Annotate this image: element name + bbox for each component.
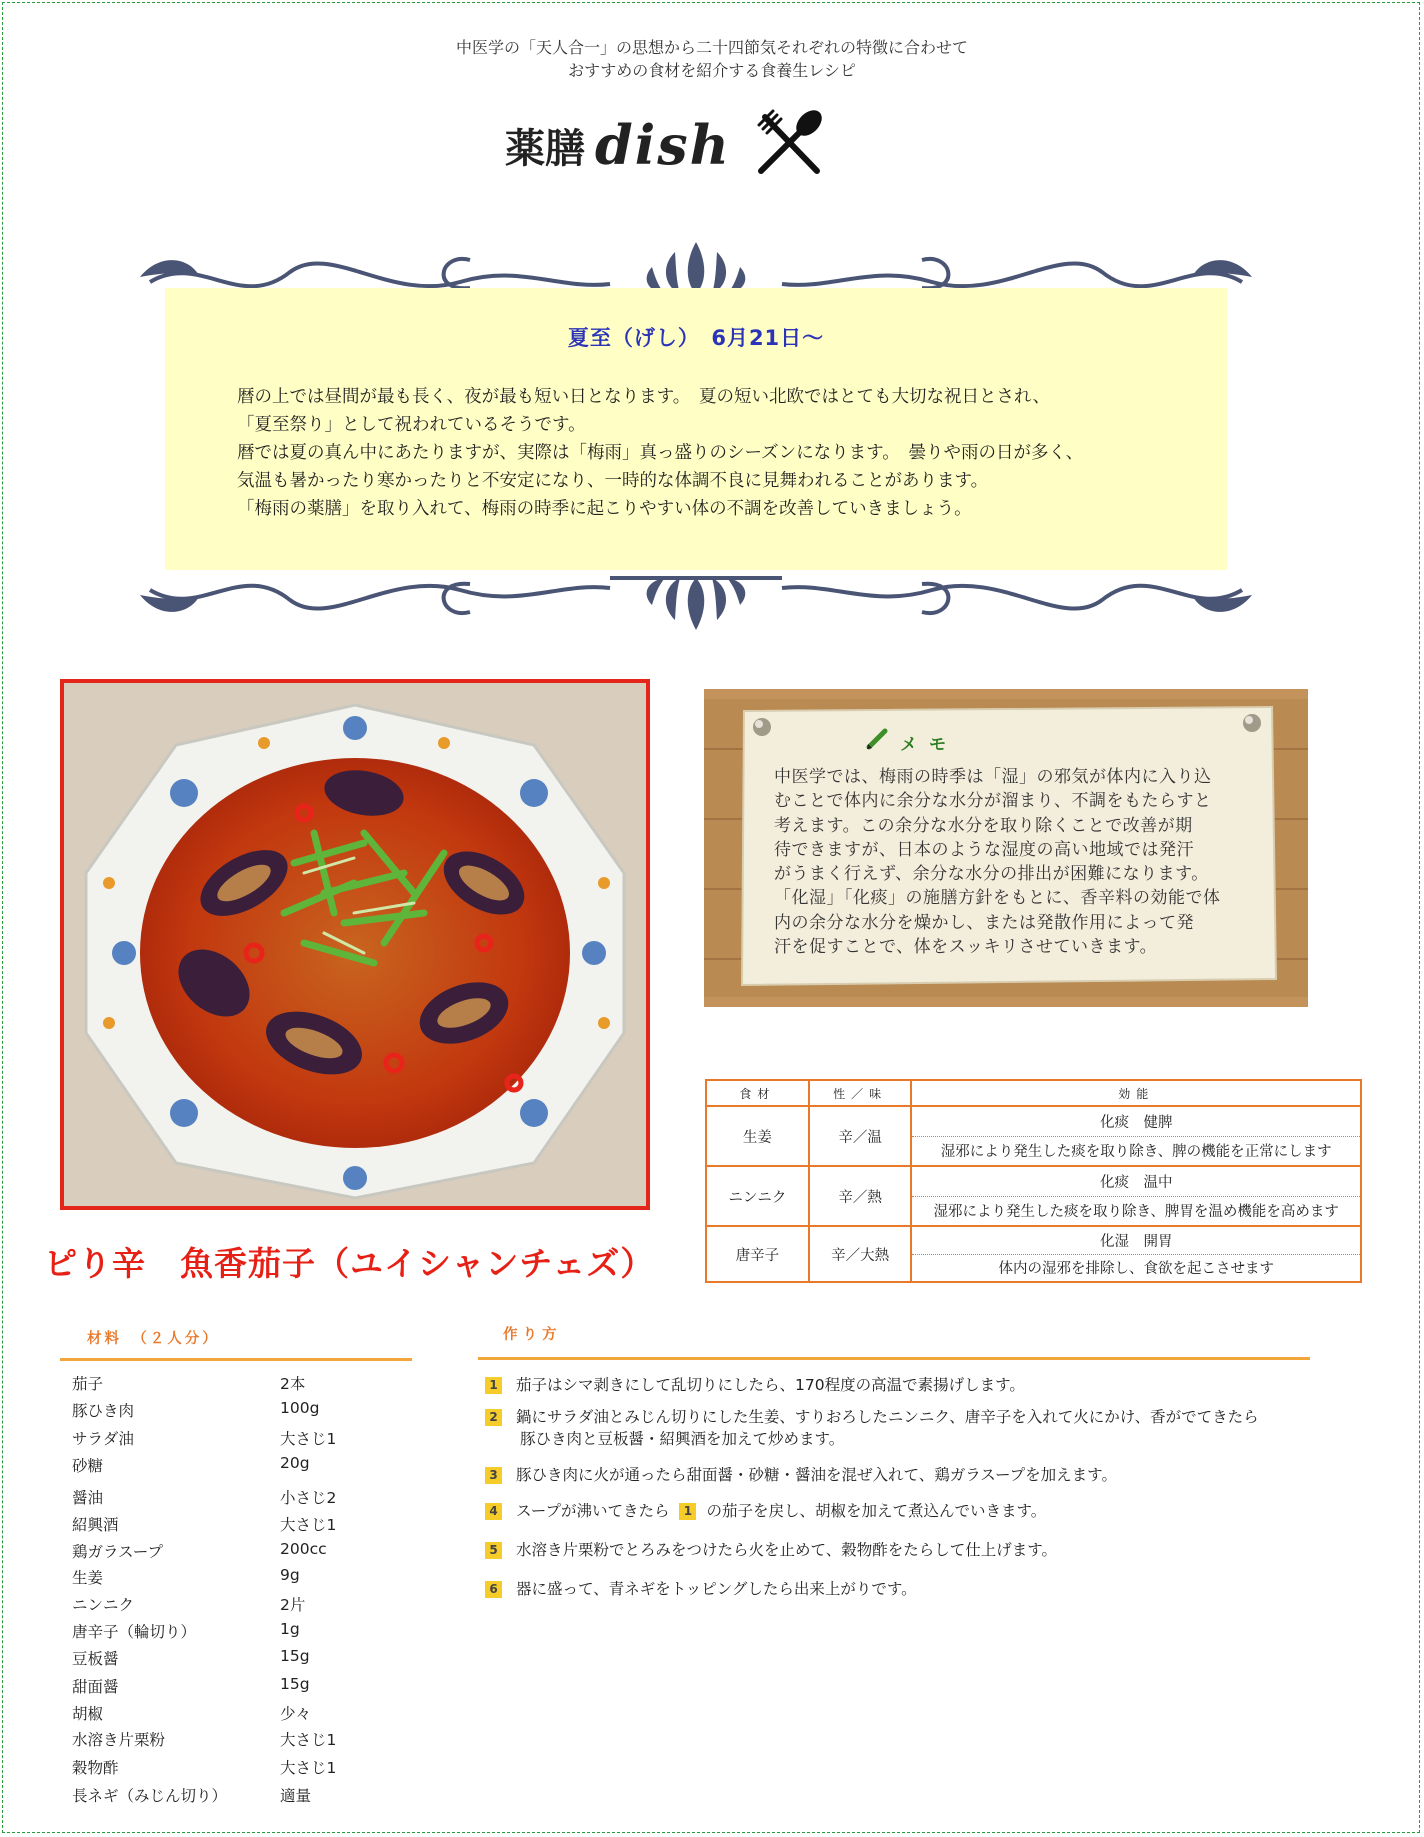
herb-effect: 化痰 温中	[911, 1166, 1361, 1196]
list-item	[72, 1675, 372, 1697]
ingredient-amount: 大さじ1	[280, 1759, 337, 1777]
list-item	[72, 1728, 372, 1750]
ingredient-amount: 小さじ2	[280, 1489, 337, 1507]
memo-line: むことで体内に余分な水分が溜まり、不調をもたらすと	[774, 791, 1212, 812]
ingredient-amount: 20g	[280, 1454, 310, 1472]
ingredient-name: 醤油	[72, 1489, 104, 1507]
ingredient-name: 胡椒	[72, 1705, 104, 1723]
ingredient-name: 茄子	[72, 1375, 104, 1393]
list-item	[72, 1427, 372, 1449]
memo-line: 中医学では、梅雨の時季は「湿」の邪気が体内に入り込	[774, 767, 1212, 787]
memo-line: 待できますが、日本のような湿度の高い地域では発汗	[774, 839, 1194, 860]
memo-title: メモ	[900, 735, 958, 755]
step-text: 水溶き片栗粉でとろみをつけたら火を止めて、穀物酢をたらして仕上げます。	[516, 1541, 1057, 1559]
header-food: 食材	[706, 1080, 809, 1106]
ingredient-amount: 200cc	[280, 1540, 327, 1558]
season-line: 暦の上では昼間が最も長く、夜が最も短い日となります。 夏の短い北欧ではとても大切な祝日とされ、	[237, 387, 1051, 407]
memo-line: 「化湿」「化痰」の施膳方針をもとに、香辛料の効能で体	[774, 888, 1221, 909]
memo-line: 考えます。この余分な水分を取り除くことで改善が期	[774, 815, 1193, 836]
ingredient-name: ニンニク	[72, 1596, 135, 1614]
ingredient-amount: 2片	[280, 1596, 306, 1614]
dish-photo	[60, 679, 650, 1210]
step-text-prefix: スープが沸いてきたら	[516, 1502, 670, 1520]
memo-text	[774, 765, 1254, 959]
season-line: 「梅雨の薬膳」を取り入れて、梅雨の時季に起こりやすい体の不調を改善していきましょう。	[237, 499, 972, 519]
table-row	[706, 1226, 1361, 1254]
memo-line: がうまく行えず、余分な水分の排出が困難になります。	[774, 864, 1209, 885]
herb-table	[705, 1079, 1362, 1283]
herb-nature: 辛／大熱	[809, 1226, 912, 1282]
ingredient-name: 鶏ガラスープ	[72, 1543, 163, 1561]
step-text: 鍋にサラダ油とみじん切りにした生姜、すりおろしたニンニク、唐辛子を入れて火にかけ、香がでてきたら	[516, 1408, 1259, 1426]
step-text: 茄子はシマ剥きにして乱切りにしたら、170程度の高温で素揚げします。	[516, 1376, 1025, 1394]
ingredient-amount: 適量	[280, 1787, 312, 1805]
ingredient-amount: 大さじ1	[280, 1731, 337, 1749]
herb-food: ニンニク	[706, 1166, 809, 1226]
ingredient-amount: 100g	[280, 1399, 320, 1417]
intro-line-1: 中医学の「天人合一」の思想から二十四節気それぞれの特徴に合わせて	[455, 38, 968, 57]
list-item	[72, 1454, 372, 1476]
herb-detail: 湿邪により発生した痰を取り除き、脾胃を温め機能を高めます	[911, 1196, 1361, 1226]
list-item	[72, 1486, 372, 1508]
step-number-badge: 3	[485, 1467, 502, 1484]
logo-en-text: dish	[595, 113, 731, 177]
header-effect: 効能	[911, 1080, 1361, 1106]
ingredient-amount: 9g	[280, 1566, 300, 1584]
list-item	[72, 1647, 372, 1669]
ingredient-amount: 15g	[280, 1647, 310, 1665]
ingredient-name: 紹興酒	[72, 1516, 119, 1534]
step-text: 器に盛って、青ネギをトッピングしたら出来上がりです。	[516, 1580, 917, 1598]
logo-jp-text: 薬膳	[505, 125, 585, 172]
dish-title: ピり辛 魚香茄子（ユイシャンチェズ）	[44, 1244, 655, 1283]
list-item	[72, 1399, 372, 1421]
herb-nature: 辛／温	[809, 1106, 912, 1166]
season-line: 「夏至祭り」として祝われているそうです。	[237, 415, 586, 435]
table-row	[706, 1166, 1361, 1196]
ingredient-amount: 大さじ1	[280, 1516, 337, 1534]
ornament-bottom	[140, 560, 1252, 644]
ingredient-name: 水溶き片栗粉	[72, 1731, 166, 1749]
season-line: 暦では夏の真ん中にあたりますが、実際は「梅雨」真っ盛りのシーズンになります。 曇りや雨の日が多く、	[237, 443, 1084, 463]
ingredient-amount: 大さじ1	[280, 1430, 337, 1448]
fork-spoon-icon	[751, 105, 827, 185]
ingredient-name: 甜面醤	[72, 1678, 119, 1696]
herb-effect: 化痰 健脾	[911, 1106, 1361, 1136]
recipe-step	[485, 1406, 1259, 1450]
step-number-badge: 4	[485, 1503, 502, 1520]
intro-text	[0, 36, 1424, 82]
recipe-step	[485, 1374, 1025, 1396]
ingredient-name: 長ネギ（みじん切り）	[72, 1787, 228, 1805]
table-row	[706, 1106, 1361, 1136]
list-item	[72, 1756, 372, 1778]
ingredient-amount: 15g	[280, 1675, 310, 1693]
step-number-badge: 6	[485, 1581, 502, 1598]
ingredient-name: 豚ひき肉	[72, 1402, 135, 1420]
pencil-icon	[866, 728, 890, 754]
herb-effect: 化湿 開胃	[911, 1226, 1361, 1254]
step-text-continued: 豚ひき肉と豆板醤・紹興酒を加えて炒めます。	[520, 1430, 845, 1448]
step-number-badge: 5	[485, 1542, 502, 1559]
steps-heading: 作り方	[503, 1327, 562, 1343]
memo-line: 汗を促すことで、体をスッキリさせていきます。	[774, 937, 1158, 958]
ingredient-name: サラダ油	[72, 1430, 134, 1448]
herb-table-header	[706, 1080, 1361, 1106]
ingredient-name: 生姜	[72, 1569, 104, 1587]
list-item	[72, 1566, 372, 1588]
ingredient-name: 唐辛子（輪切り）	[72, 1623, 197, 1641]
list-item	[72, 1702, 372, 1724]
herb-nature: 辛／熱	[809, 1166, 912, 1226]
ingredient-name: 砂糖	[72, 1457, 104, 1475]
header-nature: 性／味	[809, 1080, 912, 1106]
ingredient-name: 穀物酢	[72, 1759, 119, 1777]
ingredient-name: 豆板醤	[72, 1650, 119, 1668]
herb-food: 生姜	[706, 1106, 809, 1166]
recipe-step	[485, 1500, 1046, 1522]
list-item	[72, 1593, 372, 1615]
list-item	[72, 1372, 372, 1394]
memo-line: 内の余分な水分を燥かし、または発散作用によって発	[774, 912, 1194, 933]
herb-detail: 湿邪により発生した痰を取り除き、脾の機能を正常にします	[911, 1136, 1361, 1166]
list-item	[72, 1784, 372, 1806]
step-reference-badge: 1	[679, 1503, 696, 1520]
herb-detail: 体内の湿邪を排除し、食欲を起こさせます	[911, 1254, 1361, 1282]
intro-line-2: おすすめの食材を紹介する食養生レシピ	[568, 61, 856, 80]
ingredients-divider	[60, 1358, 412, 1361]
season-text	[237, 383, 1197, 523]
recipe-step	[485, 1578, 917, 1600]
ingredients-heading: 材料 （２人分）	[87, 1331, 220, 1347]
step-number-badge: 1	[485, 1377, 502, 1394]
list-item	[72, 1513, 372, 1535]
list-item	[72, 1540, 372, 1562]
season-title: 夏至（げし） 6月21日～	[567, 326, 825, 350]
ingredient-amount: 2本	[280, 1375, 306, 1393]
recipe-step	[485, 1464, 1117, 1486]
ingredient-amount: 少々	[280, 1705, 312, 1723]
list-item	[72, 1620, 372, 1642]
ingredient-amount: 1g	[280, 1620, 300, 1638]
step-text: 豚ひき肉に火が通ったら甜面醤・砂糖・醤油を混ぜ入れて、鶏ガラスープを加えます。	[516, 1466, 1117, 1484]
season-line: 気温も暑かったり寒かったりと不安定になり、一時的な体調不良に見舞われることがあります。	[237, 471, 989, 491]
herb-food: 唐辛子	[706, 1226, 809, 1282]
steps-divider	[478, 1357, 1310, 1360]
recipe-step	[485, 1539, 1057, 1561]
step-number-badge: 2	[485, 1409, 502, 1426]
step-text: の茄子を戻し、胡椒を加えて煮込んでいきます。	[706, 1502, 1047, 1520]
logo	[505, 105, 827, 185]
